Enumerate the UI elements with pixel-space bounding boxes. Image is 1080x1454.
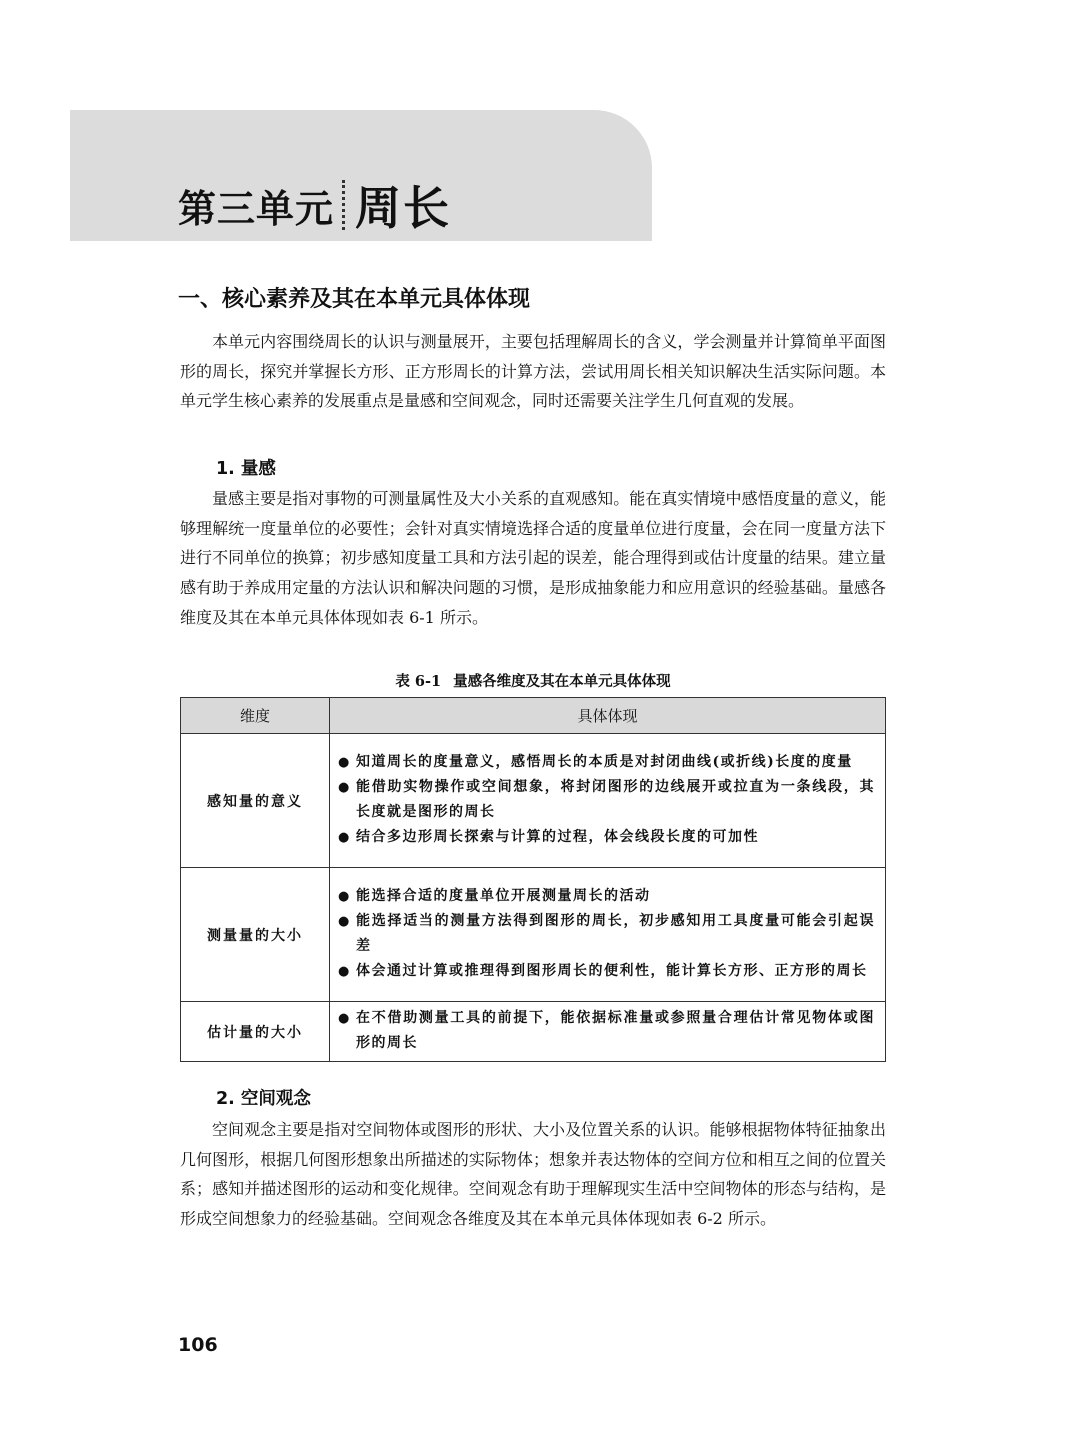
items-cell <box>330 1002 886 1062</box>
list-item-text: 能选择适当的测量方法得到图形的周长，初步感知用工具度量可能会引起误差 <box>356 913 875 954</box>
spatial-concept-paragraph: 空间观念主要是指对空间物体或图形的形状、大小及位置关系的认识。能够根据物体特征抽象出几何图形，根据几何图形想象出所描述的实际物体；想象并表达物体的空间方位和相互之间的位置关系；感知并描述图形的运动和变化规律。空间观念有助于理解现实生活中空间物体的形态与结构，是形成空间想象力的经验基础。空间观念各维度及其在本单元具体体现如表 6-2 所示。 <box>180 1120 886 1229</box>
bullet-icon: ● <box>338 889 351 904</box>
dimension-cell: 测量量的大小 <box>181 868 330 1002</box>
unit-number: 第三单元 <box>178 186 335 231</box>
table-header-manifestation: 具体体现 <box>330 698 886 734</box>
list-item-text: 能选择合适的度量单位开展测量周长的活动 <box>356 888 651 904</box>
section-heading: 一、核心素养及其在本单元具体体现 <box>178 287 531 312</box>
dimension-cell: 感知量的意义 <box>181 734 330 868</box>
list-item-text: 能借助实物操作或空间想象，将封闭图形的边线展开或拉直为一条线段，其长度就是图形的周长 <box>356 779 875 820</box>
title-separator <box>342 180 345 230</box>
bullet-icon: ● <box>338 914 351 929</box>
table-row <box>181 1002 886 1062</box>
subsection-heading-spatial-concept: 2. 空间观念 <box>216 1089 311 1109</box>
list-item <box>338 750 875 775</box>
list-item <box>338 909 875 959</box>
dimension-cell: 估计量的大小 <box>181 1002 330 1062</box>
list-item-text: 在不借助测量工具的前提下，能依据标准量或参照量合理估计常见物体或图形的周长 <box>356 1010 875 1051</box>
page-number: 106 <box>178 1334 218 1356</box>
unit-name: 周长 <box>355 181 452 235</box>
subsection-heading-quantity-sense: 1. 量感 <box>216 459 276 479</box>
intro-paragraph: 本单元内容围绕周长的认识与测量展开，主要包括理解周长的含义，学会测量并计算简单平面图形的周长，探究并掌握长方形、正方形周长的计算方法，尝试用周长相关知识解决生活实际问题。本单元学生核心素养的发展重点是量感和空间观念，同时还需要关注学生几何直观的发展。 <box>180 332 886 411</box>
bullet-icon: ● <box>338 830 351 845</box>
table-caption <box>180 670 886 691</box>
table-caption-number: 表 6-1 <box>395 673 442 690</box>
list-item <box>338 884 875 909</box>
bullet-icon: ● <box>338 964 351 979</box>
bullet-icon: ● <box>338 780 351 795</box>
list-item-text: 体会通过计算或推理得到图形周长的便利性，能计算长方形、正方形的周长 <box>356 963 868 979</box>
table-caption-text: 量感各维度及其在本单元具体体现 <box>453 673 671 690</box>
chapter-title <box>178 172 451 238</box>
list-item <box>338 1006 875 1056</box>
table-header-row <box>181 698 886 734</box>
dimensions-table <box>180 697 886 1062</box>
quantity-sense-paragraph: 量感主要是指对事物的可测量属性及大小关系的直观感知。能在真实情境中感悟度量的意义，能够理解统一度量单位的必要性；会针对真实情境选择合适的度量单位进行度量，会在同一度量方法下进行不同单位的换算；初步感知度量工具和方法引起的误差，能合理得到或估计度量的结果。建立量感有助于养成用定量的方法认识和解决问题的习惯，是形成抽象能力和应用意识的经验基础。量感各维度及其在本单元具体体现如表 6-1 所示。 <box>180 489 886 627</box>
items-cell <box>330 734 886 868</box>
table-row <box>181 868 886 1002</box>
list-item <box>338 825 875 850</box>
list-item-text: 结合多边形周长探索与计算的过程，体会线段长度的可加性 <box>356 829 759 845</box>
list-item <box>338 775 875 825</box>
bullet-icon: ● <box>338 1011 351 1026</box>
items-cell <box>330 868 886 1002</box>
table-row <box>181 734 886 868</box>
list-item-text: 知道周长的度量意义，感悟周长的本质是对封闭曲线(或折线)长度的度量 <box>356 754 853 770</box>
list-item <box>338 959 875 984</box>
bullet-icon: ● <box>338 755 351 770</box>
table-header-dimension: 维度 <box>181 698 330 734</box>
